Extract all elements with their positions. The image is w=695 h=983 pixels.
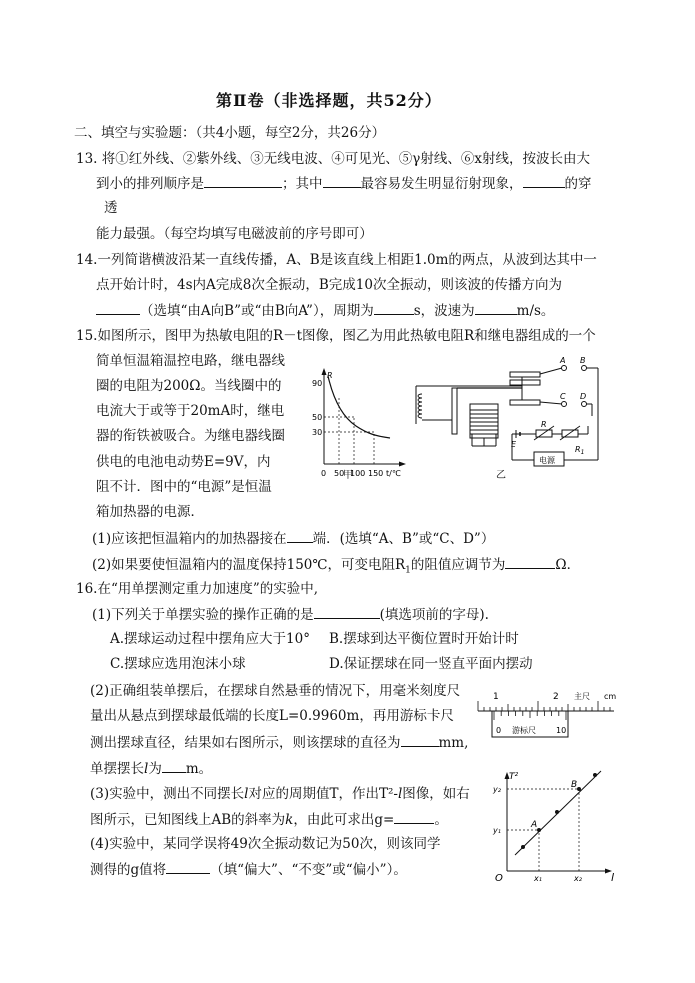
q16-option-c: C.摆球应选用泡沫小球 [110,656,246,672]
q15-side-0: 简单恒温箱温控电路，继电器线 [96,353,285,369]
q13-blank2[interactable] [323,173,361,188]
rt-xtick-50: 50 [334,469,345,478]
q13-line4: 能力最强。（每空均填写电磁波前的序号即可） [96,226,373,242]
q16-part4-line2: 测得的g值将 （填“偏大”、“不变”或“偏小”）。 [90,859,407,880]
graph-point-A: A [531,820,538,830]
q15-side-6: 箱加热器的电源． [96,504,204,520]
q16-part3-line2: 图所示，已知图线上AB的斜率为k，由此可求出g= 。 [90,809,448,830]
section-header: 二、填空与实验题：（共4小题，每空2分，共26分） [74,125,386,141]
graph-y1: y₁ [493,826,501,835]
q16-blank1[interactable] [314,604,380,619]
q15-part2: (2)如果要使恒温箱内的温度保持150℃，可变电阻$R_1$的阻值应调节为 Ω． [92,554,580,581]
caliper-main-label: 主尺 [574,692,590,701]
q16-line1: 16.在“用单摆测定重力加速度”的实验中, [76,581,319,597]
q13-line2: 到小的排列顺序是 ；其中 最容易发生明显衍射现象， 的穿 [96,173,592,194]
relay-coil [470,410,498,434]
rt-graph [310,366,406,480]
q14-line2: 点开始计时，4s内A完成8次全振动，B完成10次全振动，则该波的传播方向为 [96,277,562,293]
q16-option-b: B.摆球到达平衡位置时开始计时 [329,631,519,647]
label-D: D [580,392,587,401]
q13-line3: 透 [104,200,118,216]
rt-ytick-50: 50 [312,413,323,422]
rt-xtick-100: 100 [350,469,366,478]
q16-blank3[interactable] [162,758,186,773]
q16-part1: (1)下列关于单摆实验的操作正确的是 (填选项前的字母). [92,604,489,625]
q14-blank2[interactable] [374,300,414,315]
q16-blank4[interactable] [394,809,434,824]
graph-x1: x₁ [534,874,542,883]
q15-line1: 15.如图所示，图甲为热敏电阻的R－t图像，图乙为用此热敏电阻R和继电器组成的一个 [76,328,596,344]
q16-part3-line1: (3)实验中，测出不同摆长l对应的周期值T，作出T²-l图像，如右 [90,786,470,802]
graph-y2: y₂ [493,785,501,794]
q13-line1: 13. 将①红外线、②紫外线、③无线电波、④可见光、⑤γ射线、⑥x射线，按波长由大 [76,151,590,167]
rt-xtick-0: 0 [321,469,327,478]
rt-curve [328,376,390,438]
label-source: 电源 [539,456,555,465]
q16-part2-line3: 测出摆球直径，结果如右图所示，则该摆球的直径为 mm, [90,732,468,753]
rt-ytick-30: 30 [312,428,323,437]
armature-post [452,388,457,434]
vernier-10: 10 [556,726,567,735]
label-R: R [541,420,547,429]
q13-blank3[interactable] [523,173,565,188]
rt-x-label: t/℃ [386,469,401,478]
caliper-main-2: 2 [553,692,559,702]
spring [418,394,422,418]
q14-line1: 14.一列简谐横波沿某一直线传播，A、B是该直线上相距1.0m的两点，从波到达其中一 [76,252,597,268]
fig-jia-label: 甲 [343,470,353,481]
graph-x2: x₂ [574,874,582,883]
t2-l-graph [487,767,623,885]
q15-side-5: 阻不计．图中的“电源”是恒温 [96,479,272,495]
label-C: C [560,392,566,401]
relay-circuit [412,354,608,482]
q16-option-a: A.摆球运动过程中摆角应大于10° [110,631,310,647]
label-E: E [511,440,517,449]
caliper-unit: cm [604,692,617,701]
q16-part2-line2: 量出从悬点到摆球最低端的长度L=0.9960m，再用游标卡尺 [90,708,454,724]
q16-part2-line4: 单摆摆长l为 m。 [90,758,212,779]
rt-xtick-150: 150 [368,469,384,478]
graph-point-B: B [571,780,578,790]
q13-blank1[interactable] [204,173,282,188]
q16-part4-line1: (4)实验中，某同学误将49次全振动数记为50次，则该同学 [90,836,441,852]
q14-blank3[interactable] [475,300,517,315]
vernier-label: 游标尺 [512,726,536,735]
q14-blank1[interactable] [96,300,140,315]
q16-part2-line1: (2)正确组装单摆后，在摆球自然悬垂的情况下，用毫米刻度尺 [90,683,461,699]
q16-blank5[interactable] [166,859,210,874]
label-B: B [580,356,586,365]
rt-y-label: R [327,371,333,380]
q14-line3: （选填“由A向B”或“由B向A”），周期为 s，波速为 m/s。 [96,300,554,321]
q16-blank2[interactable] [401,732,439,747]
q16-option-d: D.保证摆球在同一竖直平面内摆动 [329,656,533,672]
graph-origin: O [495,873,503,884]
q15-blank2[interactable] [505,554,555,569]
q15-side-3: 器的衔铁被吸合。为继电器线圈 [96,428,285,444]
q15-blank1[interactable] [287,528,313,543]
main-scale-ticks [478,701,610,711]
vernier-0: 0 [496,726,502,735]
graph-y-label: T² [509,772,519,782]
label-A: A [560,356,566,365]
fig-yi-label: 乙 [496,470,506,481]
q15-side-2: 电流大于或等于20mA时，继电 [96,403,285,419]
rt-ytick-90: 90 [312,379,323,388]
caliper-main-1: 1 [493,692,499,702]
q15-part1: (1)应该把恒温箱内的加热器接在 端．(选填“A、B”或“C、D”） [92,528,494,549]
page-title: 第Ⅱ卷（非选择题，共52分） [216,91,442,110]
label-R1: $R_1$ [575,445,585,456]
vernier-caliper [476,689,626,741]
graph-x-label: l [611,871,615,884]
q15-side-1: 圈的电阻为200Ω。当线圈中的 [96,378,282,394]
q15-side-4: 供电的电池电动势E=9V，内 [96,454,271,470]
